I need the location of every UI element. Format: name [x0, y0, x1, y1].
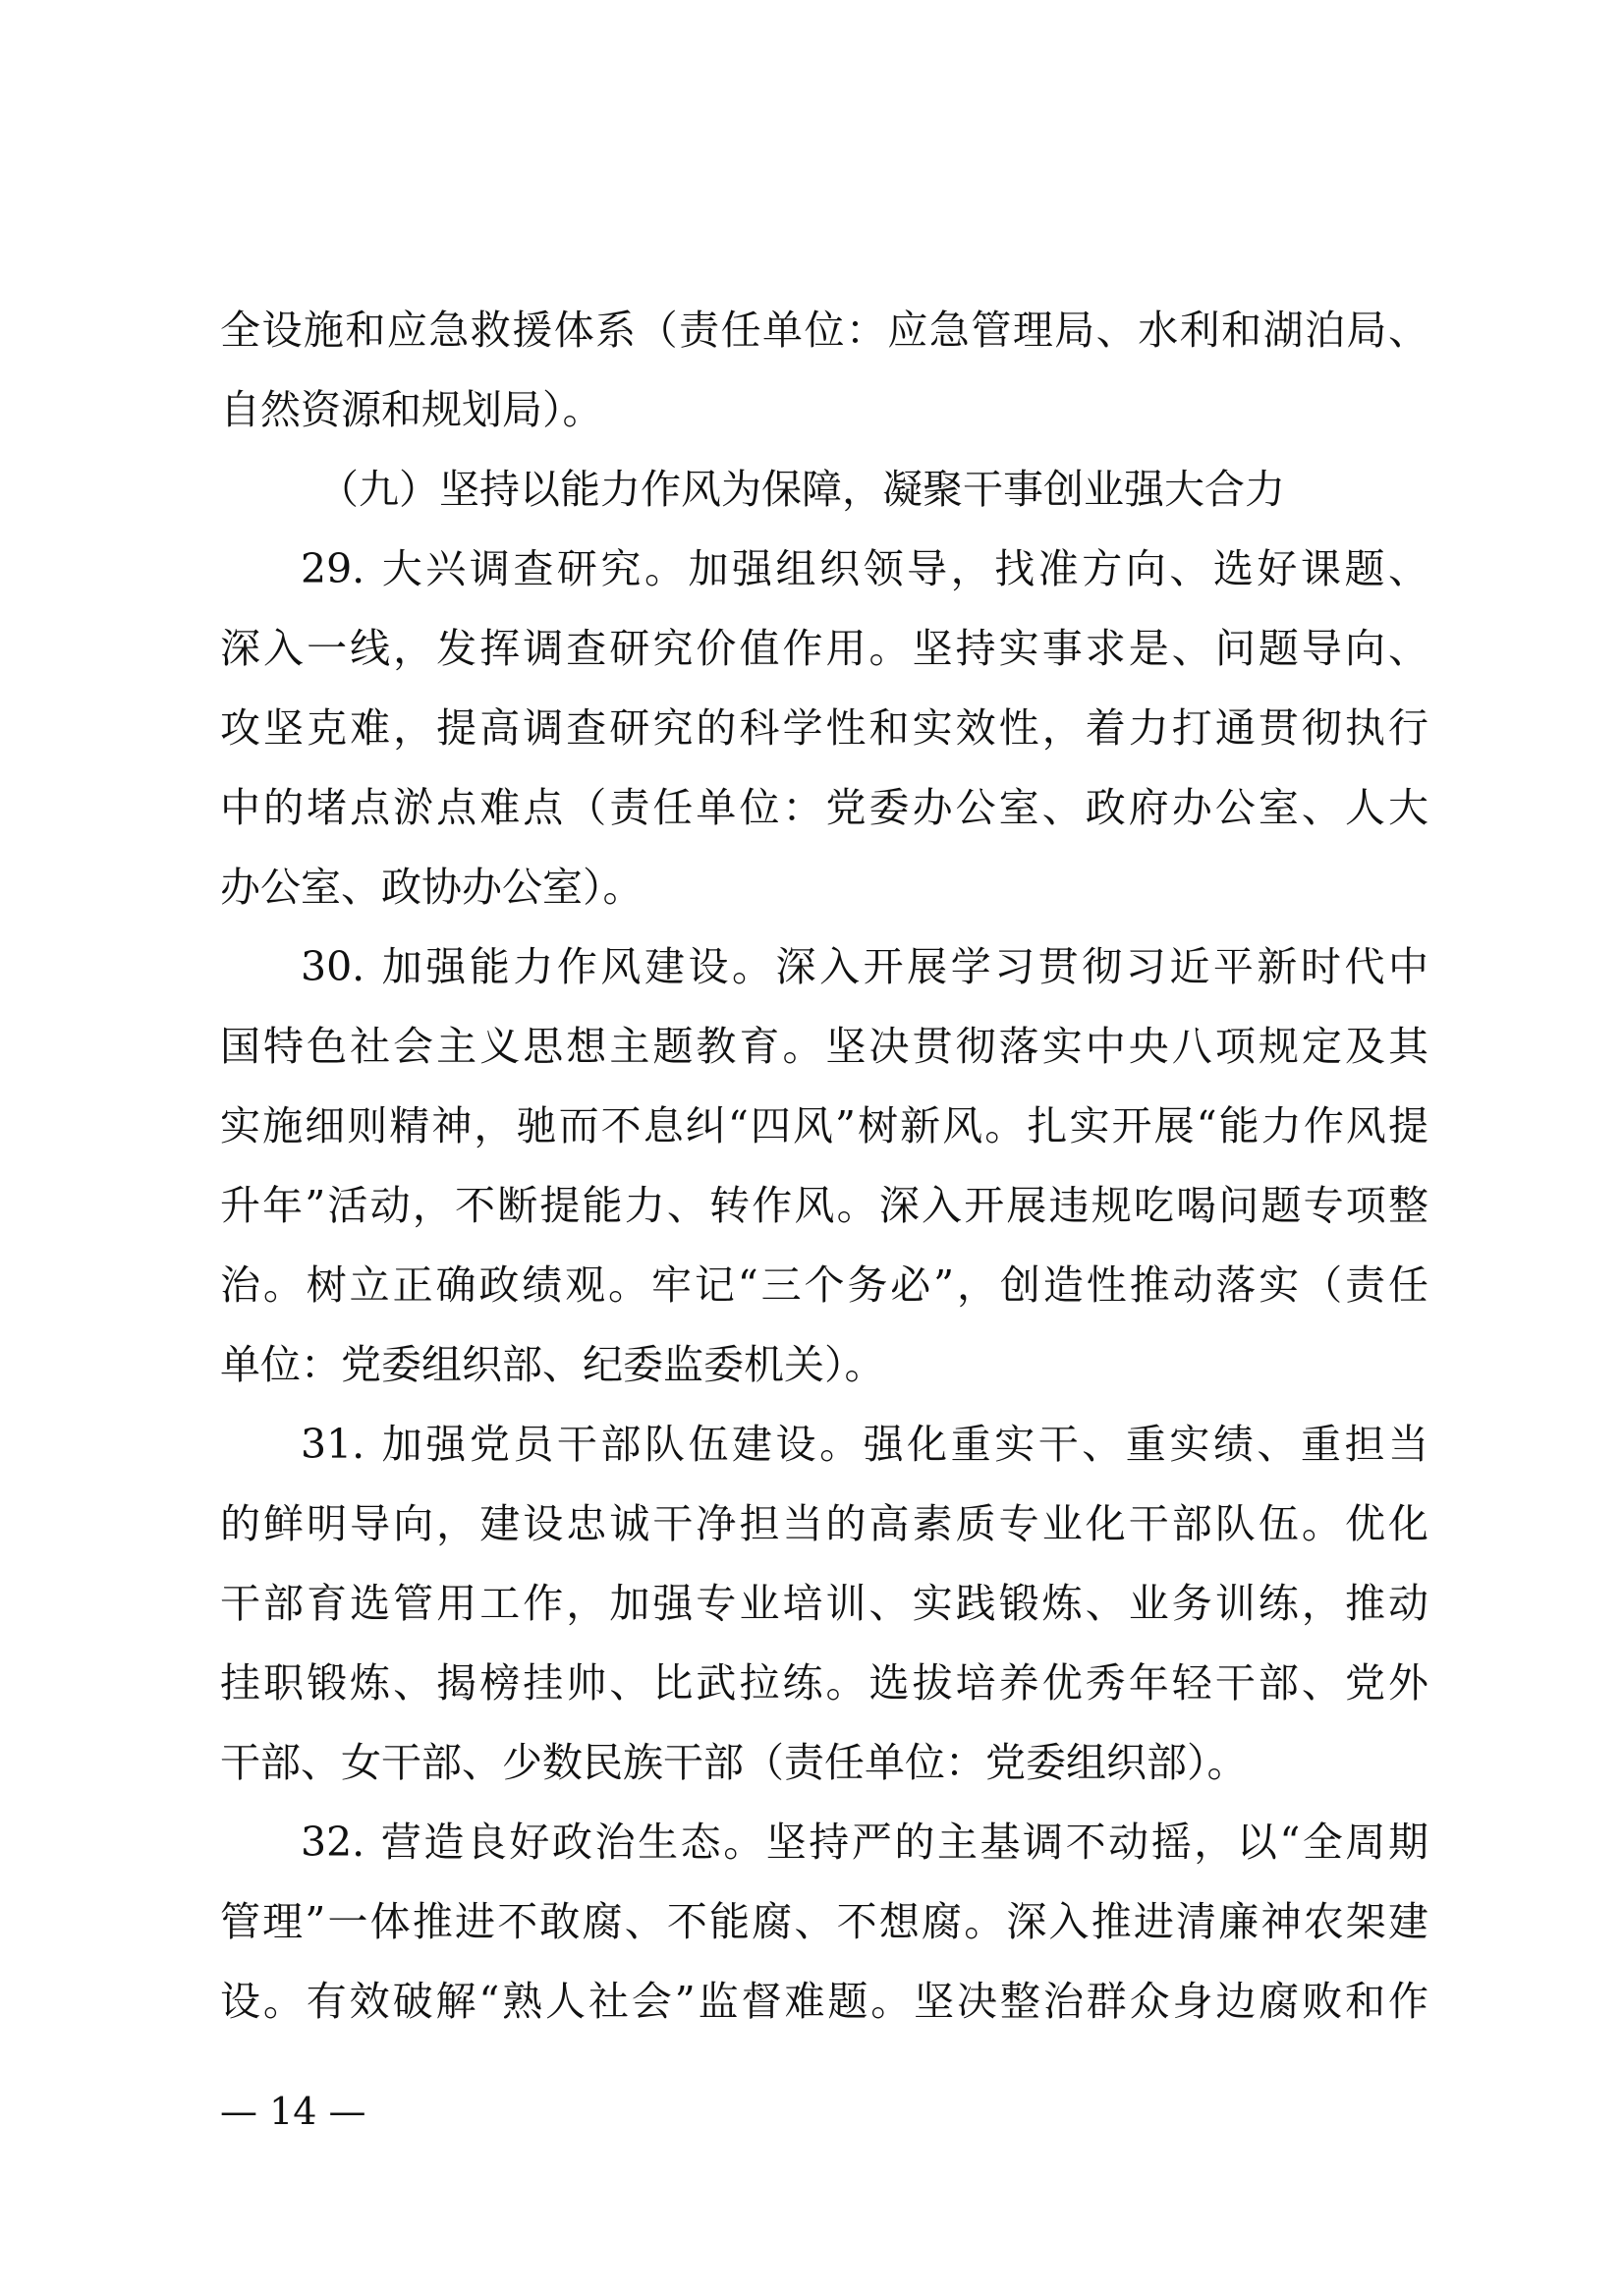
text-line: 治。树立正确政绩观。牢记“三个务必”，创造性推动落实（责任 — [220, 1261, 1428, 1309]
text-line: 干部、女干部、少数民族干部（责任单位：党委组织部）。 — [220, 1739, 1248, 1786]
item-text: 大兴调查研究。加强组织领导，找准方向、选好课题、 — [378, 545, 1428, 592]
text-line: 管理”一体推进不敢腐、不能腐、不想腐。深入推进清廉神农架建 — [220, 1898, 1428, 1945]
text-line: 中的堵点淤点难点（责任单位：党委办公室、政府办公室、人大 — [220, 784, 1428, 831]
item-text: 营造良好政治生态。坚持严的主基调不动摇，以“全周期 — [378, 1819, 1428, 1866]
text-line: 深入一线，发挥调查研究价值作用。坚持实事求是、问题导向、 — [220, 625, 1428, 672]
item-number: 29. — [301, 545, 365, 592]
text-line: 升年”活动，不断提能力、转作风。深入开展违规吃喝问题专项整 — [220, 1182, 1428, 1229]
text-line: 自然资源和规划局）。 — [220, 386, 603, 433]
text-line: 设。有效破解“熟人社会”监督难题。坚决整治群众身边腐败和作 — [220, 1978, 1428, 2025]
section-heading: （九）坚持以能力作风为保障，凝聚干事创业强大合力 — [318, 466, 1285, 513]
list-item-first-line — [220, 1405, 1428, 1484]
text-line: 实施细则精神，驰而不息纠“四风”树新风。扎实开展“能力作风提 — [220, 1102, 1428, 1149]
document-body — [220, 291, 1428, 2042]
list-item-first-line — [220, 530, 1428, 609]
text-line: 国特色社会主义思想主题教育。坚决贯彻落实中央八项规定及其 — [220, 1023, 1428, 1070]
text-line: 办公室、政协办公室）。 — [220, 864, 644, 911]
text-line: 攻坚克难，提高调查研究的科学性和实效性，着力打通贯彻执行 — [220, 704, 1428, 752]
page-number: — 14 — — [220, 2090, 366, 2133]
text-line: 单位：党委组织部、纪委监委机关）。 — [220, 1341, 885, 1388]
text-line: 全设施和应急救援体系（责任单位：应急管理局、水利和湖泊局、 — [220, 307, 1428, 354]
list-item-first-line — [220, 1803, 1428, 1882]
text-line: 挂职锻炼、揭榜挂帅、比武拉练。选拔培养优秀年轻干部、党外 — [220, 1659, 1428, 1707]
item-number: 32. — [301, 1819, 365, 1866]
text-line: 的鲜明导向，建设忠诚干净担当的高素质专业化干部队伍。优化 — [220, 1500, 1428, 1547]
item-text: 加强党员干部队伍建设。强化重实干、重实绩、重担当 — [378, 1421, 1428, 1468]
text-line: 干部育选管用工作，加强专业培训、实践锻炼、业务训练，推动 — [220, 1580, 1428, 1627]
item-number: 30. — [301, 943, 365, 990]
item-text: 加强能力作风建设。深入开展学习贯彻习近平新时代中 — [378, 943, 1428, 990]
item-number: 31. — [301, 1421, 365, 1468]
list-item-first-line — [220, 927, 1428, 1007]
